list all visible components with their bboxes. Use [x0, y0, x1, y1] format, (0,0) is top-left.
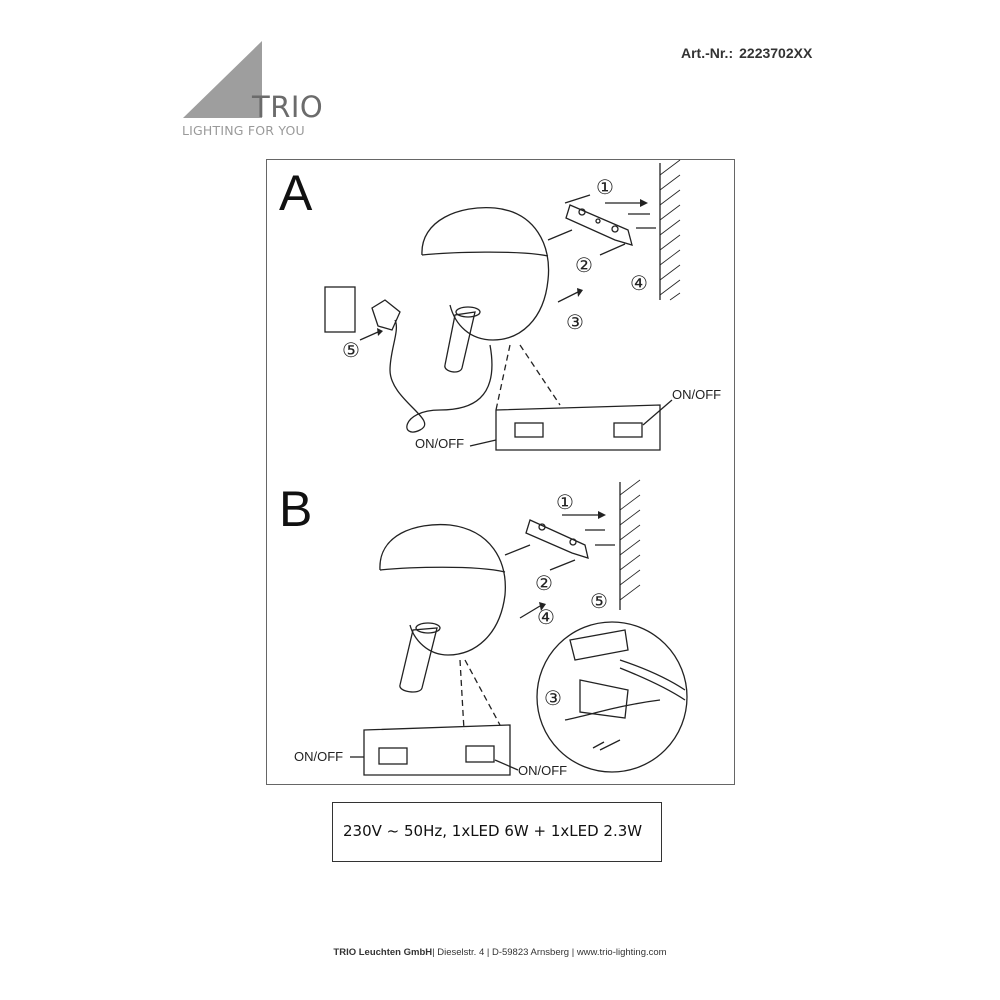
switch-left	[379, 748, 407, 764]
lamp-disc	[422, 208, 549, 340]
panel-b-step-2: ②	[535, 571, 553, 595]
spot-arm	[400, 628, 437, 692]
brand-name: TRIO	[252, 90, 324, 124]
panel-b-illustration	[266, 470, 733, 784]
footer-address: | Dieselstr. 4 | D-59823 Arnsberg | www.trio-lighting.com	[432, 947, 667, 958]
panel-a-step-1: ①	[596, 175, 614, 199]
brand-tagline: LIGHTING FOR YOU	[182, 123, 305, 138]
terminal-block	[570, 630, 628, 660]
switch-left	[515, 423, 543, 437]
footer-company: TRIO Leuchten GmbH	[333, 947, 433, 958]
connector-box	[580, 680, 628, 718]
article-number-label: Art.-Nr.:	[681, 45, 734, 61]
article-number	[681, 45, 812, 61]
switch-strip	[496, 405, 660, 450]
panel-a-step-2: ②	[575, 253, 593, 277]
mounting-bracket	[566, 205, 632, 245]
panel-a-step-3: ③	[566, 310, 584, 334]
panel-b-switch-label-left: ON/OFF	[294, 749, 344, 764]
panel-b-step-5: ⑤	[590, 589, 608, 613]
panel-b-step-1: ①	[556, 490, 574, 514]
panel-a-illustration	[266, 159, 733, 470]
spec-text: 230V ~ 50Hz, 1xLED 6W + 1xLED 2.3W	[343, 822, 643, 840]
panel-b-step-3: ③	[544, 686, 562, 710]
footer	[0, 947, 1000, 958]
spot-arm	[445, 312, 475, 372]
switch-strip	[364, 725, 510, 775]
panel-a-step-5: ⑤	[342, 338, 360, 362]
switch-right	[614, 423, 642, 437]
switch-right	[466, 746, 494, 762]
panel-a-step-4: ④	[630, 271, 648, 295]
wall-hatch	[620, 480, 640, 600]
lamp-disc	[380, 525, 505, 655]
article-number-value: 2223702XX	[739, 45, 813, 61]
wall-hatch	[660, 160, 680, 300]
panel-a-switch-label-left: ON/OFF	[415, 436, 465, 451]
panel-b-step-4: ④	[537, 605, 555, 629]
panel-a-letter: A	[279, 165, 313, 221]
panel-a-switch-label-right: ON/OFF	[672, 387, 722, 402]
mounting-bracket	[526, 520, 588, 558]
wall-socket	[325, 287, 355, 332]
panel-b-letter: B	[279, 481, 313, 537]
panel-b-switch-label-right: ON/OFF	[518, 763, 568, 778]
